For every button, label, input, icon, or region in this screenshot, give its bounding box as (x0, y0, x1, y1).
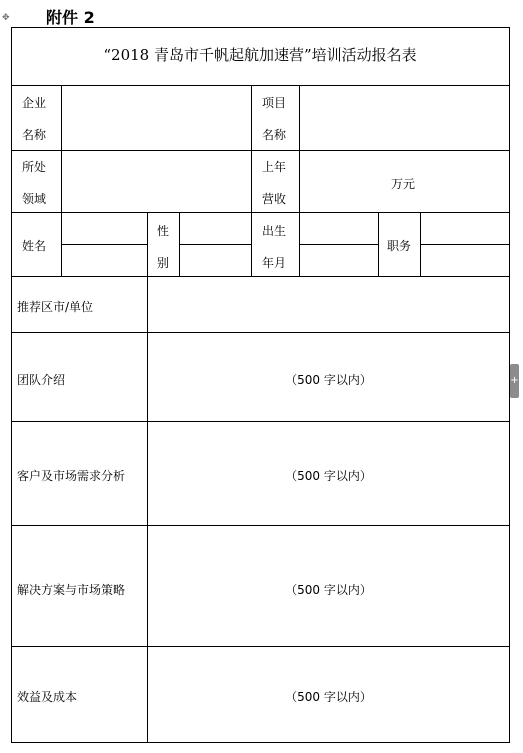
revenue-unit: 万元 (391, 177, 416, 191)
birth-date-input[interactable] (304, 218, 374, 270)
location-area-label-2: 领域 (22, 192, 47, 206)
gender-label-2: 别 (157, 256, 170, 270)
gender-label-1: 性 (157, 224, 170, 238)
position-label: 职务 (387, 239, 412, 253)
revenue-label-1: 上年 (262, 160, 287, 174)
team-intro-word-limit[interactable]: （500 字以内） (285, 373, 372, 387)
customer-market-label: 客户及市场需求分析 (17, 469, 126, 483)
table-move-handle-icon[interactable]: ✥ (2, 13, 10, 23)
benefits-costs-word-limit[interactable]: （500 字以内） (285, 690, 372, 704)
attachment-label: 附件 2 (46, 8, 95, 27)
recommending-unit-input[interactable] (152, 282, 504, 326)
name-label: 姓名 (22, 239, 47, 253)
project-name-label-1: 项目 (262, 96, 287, 110)
recommending-unit-label: 推荐区市/单位 (17, 300, 94, 314)
location-area-label-1: 所处 (22, 160, 47, 174)
form-title: “2018 青岛市千帆起航加速营”培训活动报名表 (103, 46, 417, 64)
birth-date-label-2: 年月 (262, 256, 287, 270)
solution-strategy-label: 解决方案与市场策略 (17, 583, 126, 597)
project-name-input[interactable] (310, 100, 500, 140)
team-intro-label: 团队介绍 (17, 373, 66, 387)
birth-date-label-1: 出生 (262, 224, 287, 238)
location-area-input[interactable] (86, 162, 236, 202)
solution-strategy-word-limit[interactable]: （500 字以内） (285, 583, 372, 597)
name-input[interactable] (66, 218, 142, 270)
company-name-label-2: 名称 (22, 128, 47, 142)
revenue-label-2: 营收 (262, 192, 287, 206)
position-input[interactable] (425, 218, 505, 270)
company-name-label-1: 企业 (22, 96, 47, 110)
benefits-costs-label: 效益及成本 (17, 690, 78, 704)
customer-market-word-limit[interactable]: （500 字以内） (285, 469, 372, 483)
project-name-label-2: 名称 (262, 128, 287, 142)
side-expand-icon[interactable]: + (510, 364, 519, 398)
gender-input[interactable] (184, 218, 246, 270)
company-name-input[interactable] (86, 100, 236, 140)
